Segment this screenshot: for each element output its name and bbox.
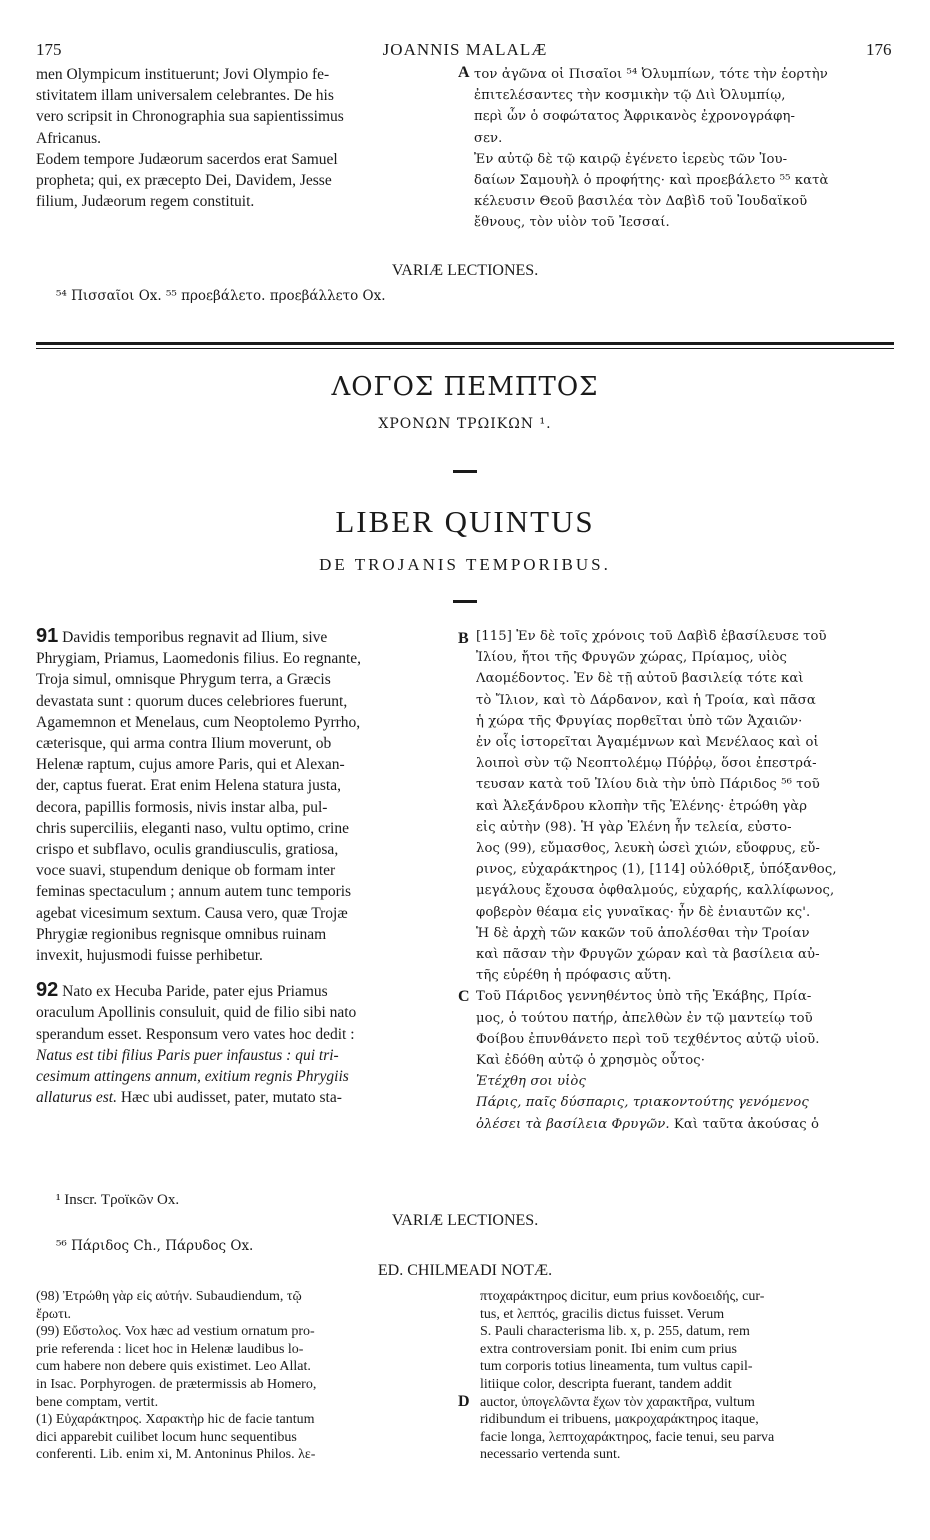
notes-left-column bbox=[36, 1288, 454, 1464]
note-line: dici apparebit cuilibet locum hunc sequentibus bbox=[36, 1429, 297, 1445]
note-line: bene comptam, vertit. bbox=[36, 1394, 159, 1410]
latin-book-subtitle: DE TROJANIS TEMPORIBUS. bbox=[319, 555, 611, 574]
top-latin-column bbox=[36, 64, 454, 212]
oracle-line: cesimum attingens annum, exitium regnis Phrygiis bbox=[36, 1068, 349, 1086]
sec91-first-line: Davidis temporibus regnavit ad Ilium, sive bbox=[62, 629, 328, 646]
text-line: Phrygiæ regionibus regnisque omnibus ruinam bbox=[36, 925, 327, 943]
note-line: in Isac. Porphyrogen. de prætermissis ab Homero, bbox=[36, 1376, 317, 1392]
ornament-dash bbox=[453, 470, 477, 473]
variae-lectiones-text-top: ⁵⁴ Πισσαῖοι Ox. ⁵⁵ προεβάλετο. προεβάλλετο Ox. bbox=[56, 288, 386, 304]
note-line: tum corporis totius lineamenta, tum vultus capil- bbox=[480, 1359, 753, 1375]
text-line: Ἡ δὲ ἀρχὴ τῶν κακῶν τοῦ ἀπολέσθαι τὴν Τροίαν bbox=[476, 925, 810, 941]
text-line: ἐν οἷς ἱστορεῖται Ἀγαμέμνων καὶ Μενέλαος καὶ οἱ bbox=[476, 735, 819, 751]
oracle-end-italic: allaturus est. bbox=[36, 1089, 117, 1107]
notae-heading: ED. CHILMEADI NOTÆ. bbox=[377, 1262, 553, 1279]
note-line: S. Pauli characterisma lib. x, p. 255, datum, rem bbox=[480, 1324, 750, 1340]
page-number-right: 176 bbox=[866, 40, 892, 59]
note-line: ἔρωτι. bbox=[36, 1306, 71, 1322]
oracle-greek-c: ὀλέσει τὰ βασίλεια Φρυγῶν. bbox=[476, 1116, 670, 1132]
page-number-left: 175 bbox=[36, 40, 62, 59]
oracle-greek-b: Πάρις, παῖς δύσπαρις, τριακοντούτης γενόμενος bbox=[476, 1095, 809, 1111]
variae-lectiones-heading-bottom: VARIÆ LECTIONES. bbox=[391, 1212, 539, 1229]
text-line: Troja simul, omnisque Phrygum terra, a Græcis bbox=[36, 671, 331, 689]
note-line: tus, et λεπτός, gracilis dictus fuisset. Verum bbox=[480, 1306, 725, 1322]
text-line: chris superciliis, eleganti naso, vultu optimo, crine bbox=[36, 819, 349, 837]
note-line: (99) Εὔστολος. Vox hæc ad vestium ornatum pro- bbox=[36, 1324, 315, 1340]
variae-lectiones-text-bottom: ⁵⁶ Πάριδος Ch., Πάρυδος Ox. bbox=[56, 1238, 254, 1254]
oracle-line: Natus est tibi filius Paris puer infaustus : qui tri- bbox=[36, 1046, 339, 1064]
note-line: auctor, ὑπογελῶντα ἔχων τὸν χαρακτῆρα, vultum bbox=[480, 1394, 755, 1410]
text-line: agebat vicesimum sextum. Causa vero, quæ Trojæ bbox=[36, 904, 348, 922]
text-line: Ἰλίου, ἤτοι τῆς Φρυγῶν χώρας, Πρίαμος, υἱὸς bbox=[476, 650, 788, 666]
text-line: sperandum esset. Responsum vero vates hoc dedit : bbox=[36, 1025, 355, 1043]
text-line: filium, Judæorum regem constituit. bbox=[36, 193, 255, 211]
text-line: Λαομέδοντος. Ἐν δὲ τῇ αὐτοῦ βασιλείᾳ τότε καὶ bbox=[476, 671, 804, 687]
main-latin-column bbox=[36, 626, 454, 1108]
note-line: cum habere non debere quis existimet. Leo Allat. bbox=[36, 1359, 311, 1375]
text-line: φοβερὸν θέαμα εἰς γυναῖκας· ἦν δὲ ἐνιαυτῶν κς'. bbox=[476, 904, 811, 920]
oracle-greek-end: Καὶ ταῦτα ἀκούσας ὁ bbox=[669, 1116, 820, 1132]
margin-marker-d: D bbox=[458, 1393, 470, 1410]
text-line: der, captus fuerat. Erat enim Helena statura justa, bbox=[36, 777, 341, 795]
text-line: λοιποὶ σὺν τῷ Νεοπτολέμῳ Πύῤῥῳ, ὅσοι ἐπεστρά- bbox=[476, 756, 817, 772]
oracle-greek-a: Ἐτέχθη σοι υἱὸς bbox=[476, 1074, 586, 1090]
text-line: voce suavi, stupendum denique ob formam inter bbox=[36, 862, 336, 880]
note-line: extra controversiam ponit. Ibi enim cum prius bbox=[480, 1341, 737, 1357]
section-number-91: 91 bbox=[36, 626, 59, 647]
section-divider-thin bbox=[36, 348, 894, 349]
margin-marker-b: B bbox=[458, 630, 469, 647]
greek-book-subtitle: ΧΡΟΝΩΝ ΤΡΩΙΚΩΝ ¹. bbox=[378, 416, 552, 432]
note-line: ridibundum ei tribuens, μακροχαράκτηρος itaque, bbox=[480, 1412, 759, 1428]
text-line: men Olympicum instituerunt; Jovi Olympio fe- bbox=[36, 66, 330, 83]
text-line: ἔθνους, τὸν υἱὸν τοῦ Ἰεσσαί. bbox=[474, 215, 670, 231]
text-line: Ἐν αὐτῷ δὲ τῷ καιρῷ ἐγένετο ἱερεὺς τῶν Ἰου- bbox=[474, 151, 788, 167]
text-line: τὸ Ἴλιον, καὶ τὸ Δάρδανον, καὶ ἡ Τροία, καὶ πᾶσα bbox=[476, 692, 816, 708]
text-line: Agamemnon et Menelaus, cum Neoptolemo Pyrrho, bbox=[36, 713, 361, 731]
sec92-last-line: Hæc ubi audisset, pater, mutato sta- bbox=[116, 1089, 342, 1107]
text-line: Helenæ raptum, cujus amore Paris, qui et Alexan- bbox=[36, 756, 345, 774]
margin-marker-a: A bbox=[458, 64, 470, 81]
text-line: κέλευσιν Θεοῦ βασιλέα τὸν Δαβὶδ τοῦ Ἰουδαϊκοῦ bbox=[474, 194, 808, 210]
text-line: μος, ὁ τούτου πατήρ, ἀπελθὼν ἐν τῷ μαντείῳ τοῦ bbox=[476, 1010, 813, 1026]
note-line: necessario vertenda sunt. bbox=[480, 1447, 621, 1463]
text-line: λος (99), εὔμασθος, λευκὴ ὡσεὶ χιών, εὔοφρυς, εὔ- bbox=[476, 841, 820, 857]
running-title: JOANNIS MALALÆ bbox=[382, 40, 548, 59]
note-line: litiique color, descripta fuerant, tandem addit bbox=[480, 1376, 732, 1392]
variae-lectiones-heading-top: VARIÆ LECTIONES. bbox=[391, 262, 539, 279]
text-line: σεν. bbox=[474, 130, 503, 146]
note-line: πτοχαράκτηρος dicitur, eum prius κονδοειδής, cur- bbox=[480, 1289, 765, 1304]
text-line: Africanus. bbox=[36, 129, 101, 147]
margin-marker-c: C bbox=[458, 988, 470, 1005]
text-line: invexit, hujusmodi fuisse perhibetur. bbox=[36, 947, 263, 965]
ornament-dash-2 bbox=[453, 600, 477, 603]
text-line: ἐπιτελέσαντες τὴν κοσμικὴν τῷ Διὶ Ὀλυμπίῳ, bbox=[474, 88, 786, 104]
section-divider bbox=[36, 342, 894, 345]
text-line: τευσαν κατὰ τοῦ Ἰλίου διὰ τὴν ὑπὸ Πάριδος ⁵⁶ τοῦ bbox=[476, 777, 820, 793]
text-line: stivitatem illam universalem celebrantes. De his bbox=[36, 87, 334, 105]
text-line: ρινος, εὐχαράκτηρος (1), [114] οὐλόθριξ, ὑπόξανθος, bbox=[476, 862, 837, 878]
text-line: καὶ Ἀλεξάνδρου κλοπὴν τῆς Ἑλένης· ἐτρώθη γὰρ bbox=[476, 798, 808, 814]
text-line: decora, papillis formosis, nivis instar alba, pul- bbox=[36, 798, 328, 816]
note-line: (98) Ἐτρώθη γὰρ εἰς αὐτήν. Subaudiendum, τῷ bbox=[36, 1289, 302, 1304]
text-line: τον ἀγῶνα οἱ Πισαῖοι ⁵⁴ Ὀλυμπίων, τότε τὴν ἑορτὴν bbox=[474, 67, 828, 82]
text-line: καὶ πᾶσαν τὴν Φρυγῶν χώραν καὶ τὰ βασίλεια αὐ- bbox=[476, 947, 820, 963]
main-greek-column bbox=[476, 626, 896, 1135]
note-line: (1) Εὐχαράκτηρος. Χαρακτὴρ hic de facie tantum bbox=[36, 1412, 315, 1428]
text-line: τῆς εὑρέθη ἡ πρόφασις αὕτη. bbox=[476, 968, 672, 984]
latin-book-title: LIBER QUINTUS bbox=[335, 504, 595, 539]
text-line: περὶ ὧν ὁ σοφώτατος Ἀφρικανὸς ἐχρονογράφη- bbox=[474, 109, 796, 125]
text-line: feminas spectaculum ; annum autem tunc temporis bbox=[36, 883, 352, 901]
text-line: Καὶ ἐδόθη αὐτῷ ὁ χρησμὸς οὗτος· bbox=[476, 1053, 706, 1069]
text-line: μεγάλους ἔχουσα ὀφθαλμούς, εὐχαρής, καλλίφωνος, bbox=[476, 883, 835, 899]
notes-right-column bbox=[480, 1288, 896, 1464]
text-line: oraculum Apollinis consuluit, quid de filio sibi nato bbox=[36, 1004, 357, 1022]
text-line: δαίων Σαμουὴλ ὁ προφήτης· καὶ προεβάλετο ⁵⁵ κατὰ bbox=[474, 173, 829, 189]
text-line: propheta; qui, ex præcepto Dei, Davidem, Jesse bbox=[36, 172, 332, 190]
text-line: εἰς αὐτὴν (98). Ἡ γὰρ Ἑλένη ἦν τελεία, εὐστο- bbox=[476, 819, 792, 835]
text-line: devastata sunt : quorum duces celebriores fuerunt, bbox=[36, 692, 348, 710]
text-line: Eodem tempore Judæorum sacerdos erat Samuel bbox=[36, 150, 338, 168]
text-line: ἡ χώρα τῆς Φρυγίας πορθεῖται ὑπὸ τῶν Ἀχαιῶν· bbox=[476, 713, 803, 729]
text-line: vero scripsit in Chronographia sua sapientissimus bbox=[36, 108, 344, 126]
note-line: facie longa, λεπτοχαράκτηρος, facie tenui, seu parva bbox=[480, 1429, 775, 1445]
note-line: prie referenda : licet hoc in Helenæ laudibus lo- bbox=[36, 1341, 304, 1357]
inscription-footnote: ¹ Inscr. Τροϊκῶν Ox. bbox=[56, 1192, 180, 1208]
greek-book-title: ΛΟΓΟΣ ΠΕΜΠΤΟΣ bbox=[331, 372, 599, 402]
text-line: Phrygiam, Priamus, Laomedonis filius. Eo regnante, bbox=[36, 650, 362, 668]
sec92-first-line: Nato ex Hecuba Paride, pater ejus Priamus bbox=[62, 983, 328, 1001]
text-line: crispo et subflavo, oculis grandiusculis, gratiosa, bbox=[36, 841, 339, 859]
text-line: Φοίβου ἐπυνθάνετο περὶ τοῦ τεχθέντος αὐτῷ υἱοῦ. bbox=[476, 1031, 820, 1047]
text-line: cæterisque, qui arma contra Ilium moverunt, ob bbox=[36, 735, 332, 753]
text-line: Τοῦ Πάριδος γεννηθέντος ὑπὸ τῆς Ἑκάβης, Πρία- bbox=[476, 989, 812, 1005]
section-number-92: 92 bbox=[36, 980, 59, 1002]
text-line: [115] Ἐν δὲ τοῖς χρόνοις τοῦ Δαβὶδ ἐβασίλευσε τοῦ bbox=[476, 629, 827, 644]
note-line: conferenti. Lib. enim xi, M. Antoninus Philos. λε- bbox=[36, 1447, 316, 1463]
top-greek-column bbox=[474, 64, 894, 234]
